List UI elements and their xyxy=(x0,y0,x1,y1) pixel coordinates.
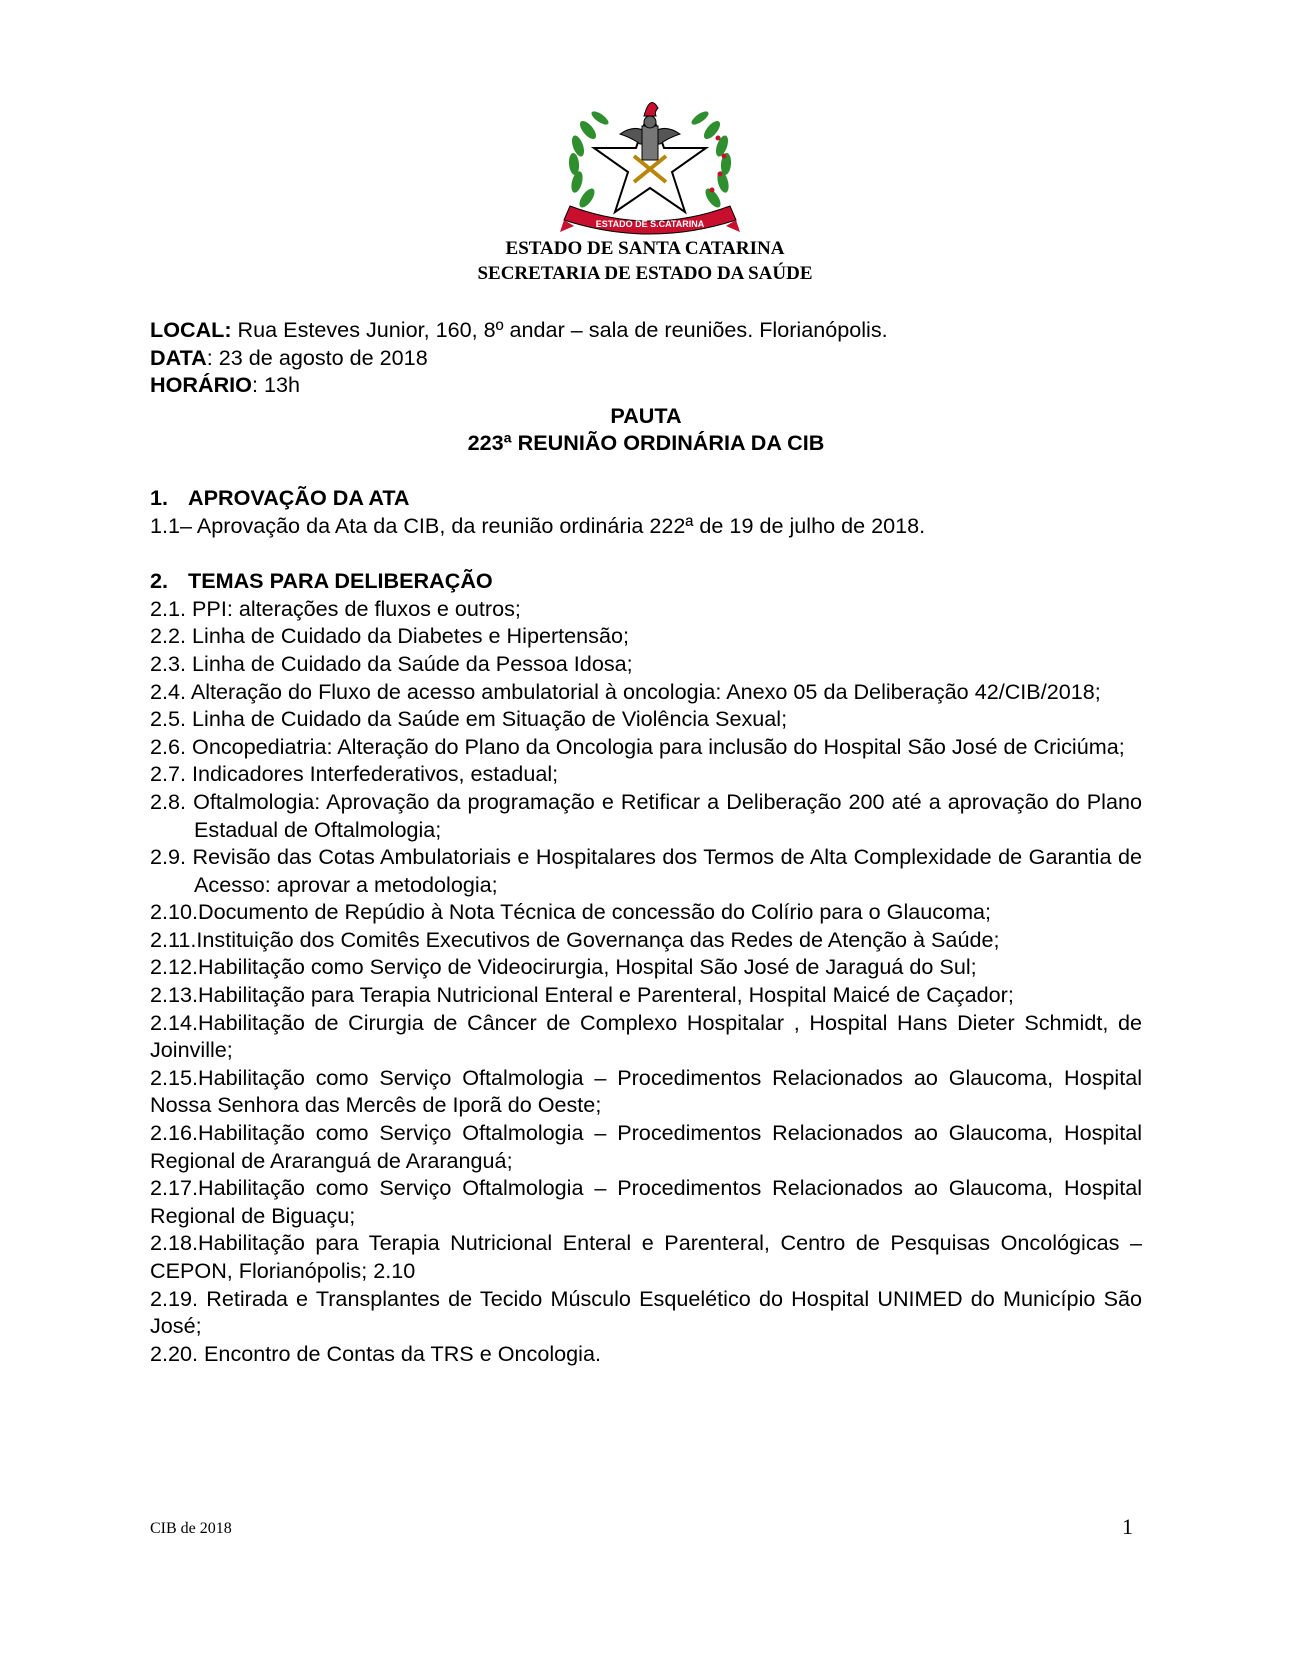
agenda-item: 2.9. Revisão das Cotas Ambulatoriais e Hospitalares dos Termos de Alta Complexidade de Garantia de Acesso: aprovar a metodologia; xyxy=(150,844,1142,897)
section-1-title: APROVAÇÃO DA ATA xyxy=(188,484,410,510)
agenda-item: 2.8. Oftalmologia: Aprovação da programação e Retificar a Deliberação 200 até a aprovação do Plano Estadual de Oftalmologia; xyxy=(150,788,1142,842)
agenda-item: 2.11.Instituição dos Comitês Executivos de Governança das Redes de Atenção à Saúde; xyxy=(150,926,1000,952)
agenda-item: 2.15.Habilitação como Serviço Oftalmologia – Procedimentos Relacionados ao Glaucoma, Hospital Nossa Senhora das Mercês de Iporã do Oeste; xyxy=(150,1064,1142,1118)
date-label: DATA xyxy=(150,344,207,370)
meta-time xyxy=(150,371,1142,399)
agenda-item: 2.6. Oncopediatria: Alteração do Plano da Oncologia para inclusão do Hospital São José de Criciúma; xyxy=(150,733,1125,759)
agenda-item: 2.4. Alteração do Fluxo de acesso ambulatorial à oncologia: Anexo 05 da Deliberação 42/CIB/2018; xyxy=(150,678,1101,704)
page-number: 1 xyxy=(1122,1514,1133,1539)
state-coat-of-arms-logo xyxy=(560,86,740,236)
agenda-item: 2.18.Habilitação para Terapia Nutricional Enteral e Parenteral, Centro de Pesquisas Oncológicas – CEPON, Florianópolis; 2.10 xyxy=(150,1230,1142,1283)
section-1-heading xyxy=(150,484,1142,512)
state-name-heading: ESTADO DE SANTA CATARINA xyxy=(505,238,785,259)
time-value: : 13h xyxy=(251,372,301,398)
agenda-item: 2.14.Habilitação de Cirurgia de Câncer de Complexo Hospitalar , Hospital Hans Dieter Schmidt, de Joinville; xyxy=(150,1009,1142,1063)
footer-text: CIB de 2018 xyxy=(150,1520,232,1537)
agenda-title: PAUTA xyxy=(610,402,682,428)
agenda-item: 2.17.Habilitação como Serviço Oftalmologia – Procedimentos Relacionados ao Glaucoma, Hospital Regional de Biguaçu; xyxy=(150,1175,1142,1228)
crest-ribbon-text: ESTADO DE S.CATARINA xyxy=(595,219,705,229)
agenda-item: 2.7. Indicadores Interfederativos, estadual; xyxy=(150,761,559,787)
agenda-item: 2.10.Documento de Repúdio à Nota Técnica de concessão do Colírio para o Glaucoma; xyxy=(150,899,992,925)
meta-local xyxy=(150,316,1142,344)
agenda-item: 2.2. Linha de Cuidado da Diabetes e Hipertensão; xyxy=(150,623,629,649)
section-1-number: 1. xyxy=(150,484,169,510)
agenda-item: 2.19. Retirada e Transplantes de Tecido Músculo Esquelético do Hospital UNIMED do Município São José; xyxy=(150,1285,1142,1339)
agenda-item: 2.12.Habilitação como Serviço de Videocirurgia, Hospital São José de Jaraguá do Sul; xyxy=(150,954,977,980)
meta-date xyxy=(150,344,1142,372)
time-label: HORÁRIO xyxy=(150,372,252,398)
agenda-item: 2.1. PPI: alterações de fluxos e outros; xyxy=(150,595,521,621)
secretariat-heading: SECRETARIA DE ESTADO DA SAÚDE xyxy=(477,263,813,284)
meeting-title: 223ª REUNIÃO ORDINÁRIA DA CIB xyxy=(467,430,825,456)
section-2-number: 2. xyxy=(150,568,169,594)
document-body xyxy=(150,316,1142,1367)
agenda-item: 1.1– Aprovação da Ata da CIB, da reunião ordinária 222ª de 19 de julho de 2018. xyxy=(150,512,926,538)
agenda-item: 2.16.Habilitação como Serviço Oftalmologia – Procedimentos Relacionados ao Glaucoma, Hospital Regional de Araranguá de Araranguá; xyxy=(150,1120,1142,1173)
agenda-item: 2.5. Linha de Cuidado da Saúde em Situação de Violência Sexual; xyxy=(150,706,788,732)
agenda-item: 2.20. Encontro de Contas da TRS e Oncologia. xyxy=(150,1340,601,1366)
local-value: Rua Esteves Junior, 160, 8º andar – sala de reuniões. Florianópolis. xyxy=(231,317,888,342)
agenda-item: 2.3. Linha de Cuidado da Saúde da Pessoa Idosa; xyxy=(150,650,633,676)
agenda-item: 2.13.Habilitação para Terapia Nutricional Enteral e Parenteral, Hospital Maicé de Caçador; xyxy=(150,982,1014,1008)
date-value: : 23 de agosto de 2018 xyxy=(206,344,428,370)
section-2-heading xyxy=(150,567,1142,595)
local-label: LOCAL: xyxy=(150,317,232,342)
section-2-title: TEMAS PARA DELIBERAÇÃO xyxy=(188,568,493,594)
